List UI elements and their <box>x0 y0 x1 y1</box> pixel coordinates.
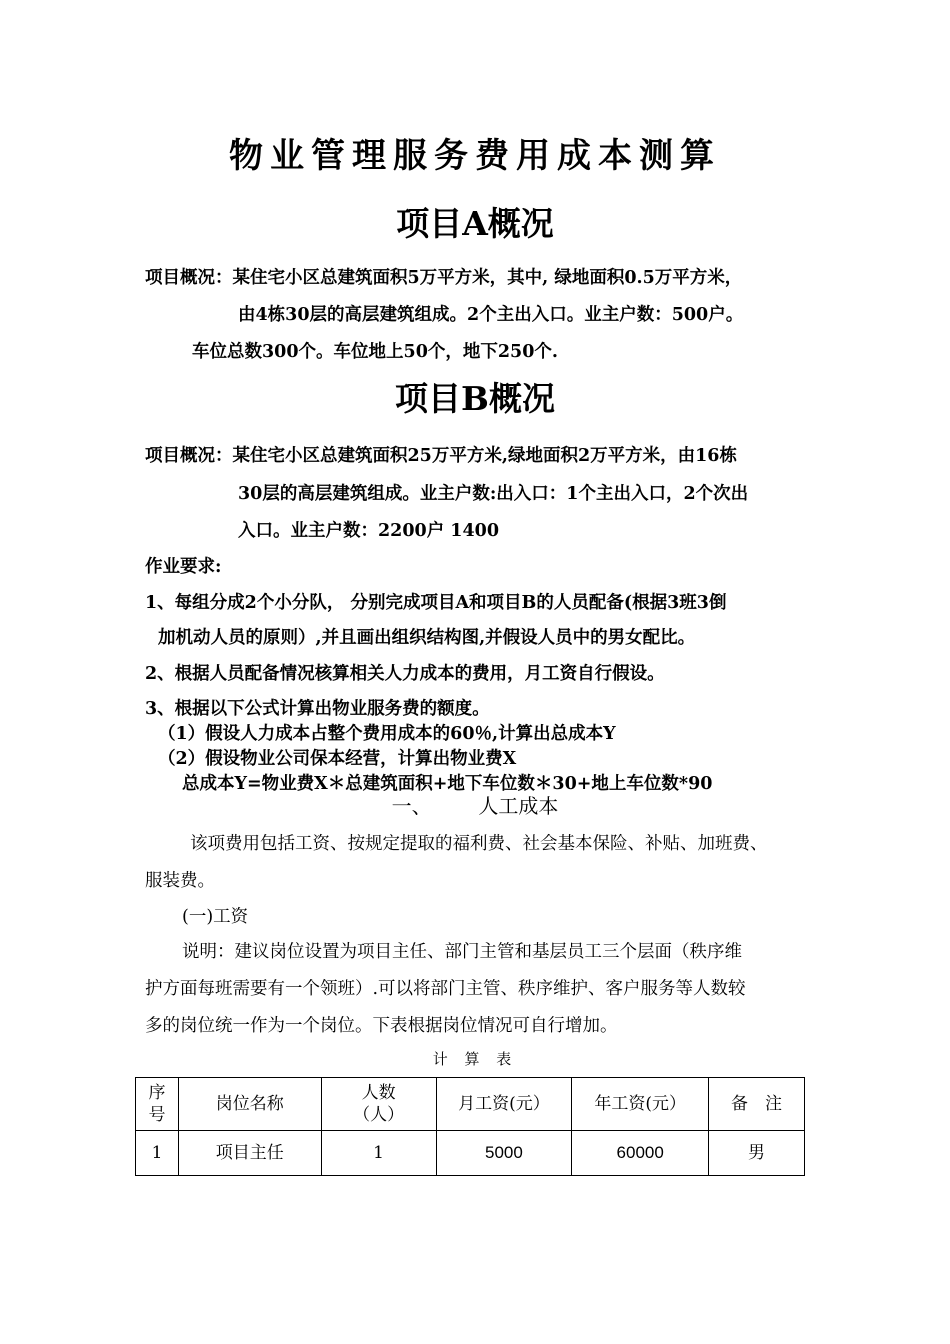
cell-count: 1 <box>321 1131 436 1176</box>
header-remark: 备 注 <box>709 1078 805 1131</box>
section-paragraph-2b: 护方面每班需要有一个领班）.可以将部门主管、秩序维护、客户服务等人数较 <box>145 979 746 999</box>
table-row <box>136 1131 805 1176</box>
section-paragraph-2a: 说明：建议岗位设置为项目主任、部门主管和基层员工三个层面（秩序维 <box>182 942 742 962</box>
header-seq-line-1: 序 <box>148 1083 166 1103</box>
header-seq <box>136 1078 179 1131</box>
cost-formula: 总成本Y=物业费X＊总建筑面积+地下车位数＊30+地上车位数*90 <box>182 774 713 794</box>
cell-seq: 1 <box>136 1131 179 1176</box>
header-seq-line-2: 号 <box>148 1105 166 1125</box>
cell-annual-wage: 60000 <box>572 1131 709 1176</box>
requirements-heading: 作业要求: <box>145 557 222 577</box>
project-b-heading: 项目B概况 <box>395 379 555 418</box>
section-paragraph-2c: 多的岗位统一作为一个岗位。下表根据岗位情况可自行增加。 <box>145 1016 618 1036</box>
calculation-table <box>135 1077 805 1176</box>
section-title-text: 人工成本 <box>478 794 559 818</box>
header-position: 岗位名称 <box>178 1078 321 1131</box>
cell-remark: 男 <box>709 1131 805 1176</box>
wage-subheading: (一)工资 <box>182 907 249 927</box>
header-annual-wage: 年工资(元） <box>572 1078 709 1131</box>
requirement-2: 2、根据人员配备情况核算相关人力成本的费用，月工资自行假设。 <box>145 664 665 684</box>
header-count <box>321 1078 436 1131</box>
project-b-line-2: 30层的高层建筑组成。业主户数:出入口：1个主出入口，2个次出 <box>238 484 749 504</box>
project-b-line-3: 入口。业主户数：2200户 1400 <box>238 521 500 541</box>
table-header-row <box>136 1078 805 1131</box>
cell-monthly-wage: 5000 <box>436 1131 572 1176</box>
project-a-line-3: 车位总数300个。车位地上50个，地下250个. <box>192 342 559 362</box>
requirement-3-sub-2: （2）假设物业公司保本经营，计算出物业费X <box>158 749 517 769</box>
requirement-1b: 加机动人员的原则）,并且画出组织结构图,并假设人员中的男女配比。 <box>158 628 696 648</box>
page-title: 物业管理服务费用成本测算 <box>229 136 721 176</box>
project-a-line-2: 由4栋30层的高层建筑组成。2个主出入口。业主户数：500户。 <box>238 305 744 325</box>
section-number: 一、 <box>391 794 432 818</box>
project-a-heading: 项目A概况 <box>396 204 554 243</box>
section-paragraph-1b: 服装费。 <box>145 871 215 891</box>
cell-position: 项目主任 <box>178 1131 321 1176</box>
header-count-line-2: （人） <box>353 1105 405 1125</box>
requirement-1a: 1、每组分成2个小分队， 分别完成项目A和项目B的人员配备(根据3班3倒 <box>145 593 727 613</box>
project-b-line-1: 项目概况：某住宅小区总建筑面积25万平方米,绿地面积2万平方米，由16栋 <box>145 446 737 466</box>
header-count-line-1: 人数 <box>361 1083 396 1103</box>
project-a-line-1: 项目概况：某住宅小区总建筑面积5万平方米，其中, 绿地面积0.5万平方米， <box>145 268 743 288</box>
header-monthly-wage: 月工资(元） <box>436 1078 572 1131</box>
requirement-3: 3、根据以下公式计算出物业服务费的额度。 <box>145 699 490 719</box>
requirement-3-sub-1: （1）假设人力成本占整个费用成本的60％,计算出总成本Y <box>158 724 616 744</box>
table-caption: 计 算 表 <box>432 1050 518 1068</box>
section-title <box>0 790 950 819</box>
section-paragraph-1a: 该项费用包括工资、按规定提取的福利费、社会基本保险、补贴、加班费、 <box>190 834 768 854</box>
